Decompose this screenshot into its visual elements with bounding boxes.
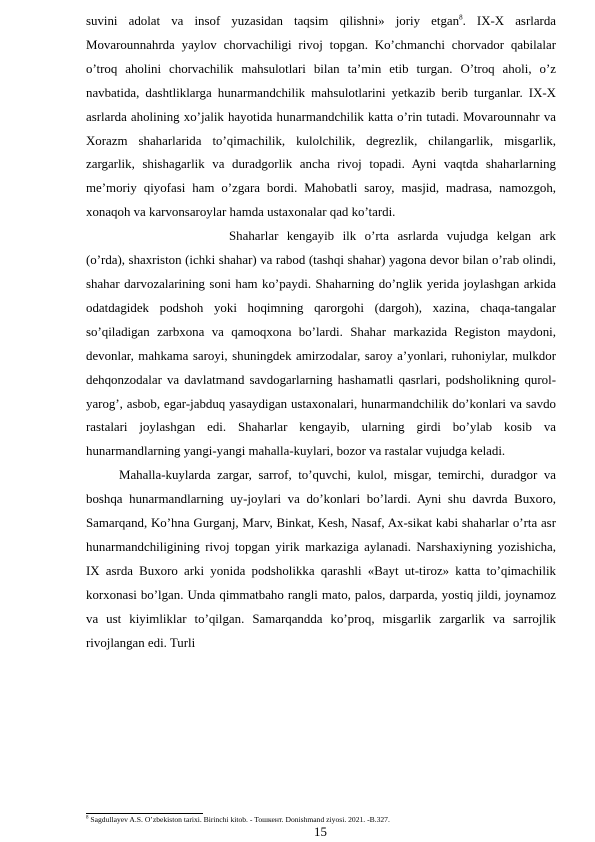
page-number: 15 xyxy=(314,825,327,839)
footnote-reference[interactable]: 8 xyxy=(459,13,463,22)
footnote xyxy=(86,815,556,825)
footnote-mark: 8 xyxy=(86,815,89,821)
footnote-text: Sagdullayev A.S. O’zbekiston tarixi. Birinchi kitob. - Тошкент. Donishmand ziyosi. 2021. -B.327. xyxy=(88,815,390,824)
paragraph-1 xyxy=(86,10,556,225)
paragraph-3: Mahalla-kuylarda zargar, sarrof, to’quvchi, kulol, misgar, temirchi, duradgor va boshqa hunarmandlarning uy-joylari va do’konlari bo’lardi. Ayni shu davrda Buxoro, Samarqand, Ko’hna Gurganj, Marv, Binkat, Kesh, Nasaf, Ax-sikat kabi shaharlar o’rta asr hunarmandchiligining rivoj topgan yirik markaziga aylanadi. Narshaxiyning yozishicha, IX asrda Buxoro arki yonida podsholikka qarashli «Bayt ut-tiroz» katta to’qimachilik korxonasi bo’lgan. Unda qimmatbaho rangli mato, palos, darparda, yostiq jildi, joynamoz va ust kiyimliklar to’qilgan. Samarqandda ko’proq, misgarlik zargarlik va sarrojlik rivojlangan edi. Turli xyxy=(86,468,556,650)
paragraph-1-rest: . IX-X asrlarda Movarounnahrda yaylov chorvachiligi rivoj topgan. Ko’chmanchi chorvador qabilalar o’troq aholini chorvachilik mahsulotlari bilan ta’min etib turgan. O’troq aholi, o’z navbatida, dashtliklarga hunarmandchilik mahsulotlarini yetkazib berib turganlar. IX-X asrlarda aholining xo’jalik hayotida hunarmandchilik katta o’rin tutadi. Movarounnahr va Xorazm shaharlarida to’qimachilik, kulolchilik, degrezlik, chilangarlik, misgarlik, zargarlik, shishagarlik va duradgorlik ancha rivoj topadi. Ayni vaqtda shaharlarning me’moriy qiyofasi ham o’zgara bordi. Mahobatli saroy, masjid, madrasa, namozgoh, xonaqoh va karvonsaroylar hamda ustaxonalar qad ko’tardi. xyxy=(86,14,556,220)
document-body xyxy=(86,10,556,655)
paragraph-2: Shaharlar kengayib ilk o’rta asrlarda vujudga kelgan ark (o’rda), shaxriston (ichki shahar) va rabod (tashqi shahar) yagona devor bilan o’rab olindi, shahar darvozalarining soni ham ko’paydi. Shaharning do’nglik yerida joylashgan arkida odatdagidek podshoh yoki hoqimning qarorgohi (dargoh), xazina, chaqa-tangalar so’qiladigan zarbxona va qamoqxona bo’lardi. Shahar markazida Registon maydoni, devonlar, mahkama saroyi, shuningdek amirzodalar, saroy a’yonlari, ruhoniylar, mulkdor dehqonzodalar va davlatmand savdogarlarning hashamatli qasrlari, podsholikning qurol-yarog’, asbob, egar-jabduq yasaydigan ustaxonalari, hunarmandchilik do’konlari va savdo rastalari joylashgan edi. Shaharlar kengayib, ularning girdi bo’ylab kosib va hunarmandlarning yangi-yangi mahalla-kuylari, bozor va rastalar vujudga keladi. xyxy=(86,229,556,459)
paragraph-1-text: suvini adolat va insof yuzasidan taqsim qilishni» joriy etgan xyxy=(86,14,460,28)
footnote-separator xyxy=(86,813,203,814)
